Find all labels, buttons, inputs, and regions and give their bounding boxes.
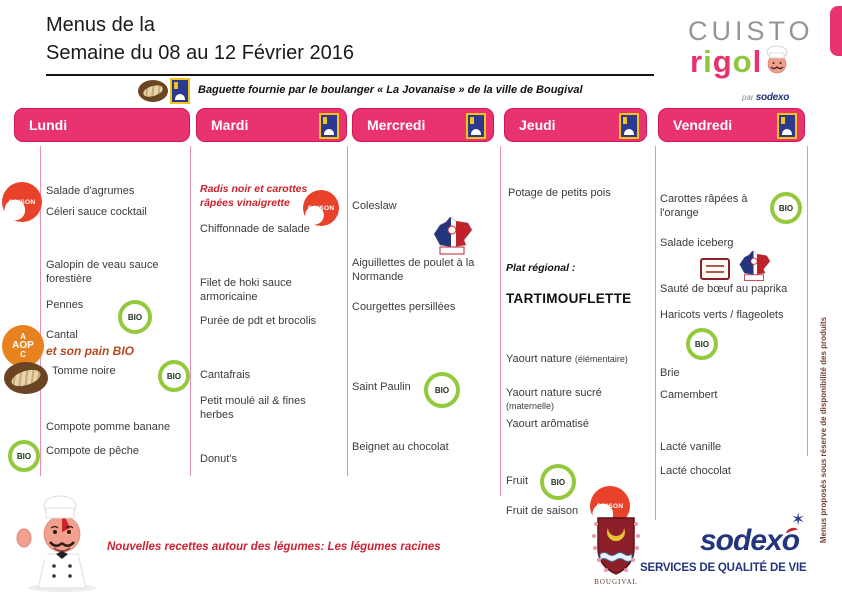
column-divider bbox=[655, 146, 656, 520]
menu-item: Compote de pêche bbox=[46, 445, 139, 457]
bio-badge-label: BIO bbox=[434, 385, 450, 395]
aoc-badge-line: A bbox=[20, 332, 26, 341]
title-underline bbox=[46, 74, 654, 76]
day-header-vendredi bbox=[658, 108, 805, 142]
day-header-mercredi bbox=[352, 108, 494, 142]
baker-pictogram-icon bbox=[319, 113, 339, 139]
saison-badge-icon bbox=[303, 190, 339, 226]
menu-item: Compote pomme banane bbox=[46, 421, 171, 433]
menu-item: Yaourt arômatisé bbox=[506, 418, 589, 430]
menu-item: Fruit bbox=[506, 475, 528, 487]
bio-badge-label: BIO bbox=[16, 451, 32, 461]
menu-item: Yaourt nature sucré bbox=[506, 387, 602, 399]
sodexo-star-icon: ✶ bbox=[791, 510, 806, 529]
baguette-note: Baguette fournie par le boulanger « La Jovanaise » de la ville de Bougival bbox=[198, 84, 583, 96]
menu-item-note: (élémentaire) bbox=[574, 354, 628, 364]
france-origin-icon bbox=[430, 216, 474, 261]
bio-badge-icon bbox=[424, 372, 460, 408]
bio-badge-label: BIO bbox=[166, 371, 182, 381]
day-label: Lundi bbox=[29, 117, 68, 133]
saison-badge-label: SAISON bbox=[596, 502, 624, 510]
bio-badge-icon bbox=[158, 360, 190, 392]
menu-item: Cantafrais bbox=[200, 369, 251, 381]
aoc-badge-icon bbox=[2, 325, 44, 367]
rigolo-letter: g bbox=[712, 44, 733, 79]
day-label: Mardi bbox=[211, 117, 249, 133]
menu-item: Galopin de veau sauce forestière bbox=[46, 259, 159, 286]
menu-item: Pennes bbox=[46, 299, 84, 311]
saison-badge-label: SAISON bbox=[8, 198, 36, 206]
logo-sodexo-small: sodexo bbox=[755, 92, 790, 103]
bread-icon bbox=[4, 362, 48, 394]
baker-pictogram-icon bbox=[777, 113, 797, 139]
bio-badge-icon bbox=[540, 464, 576, 500]
baker-pictogram-icon bbox=[466, 113, 486, 139]
menu-item: Salade d'agrumes bbox=[46, 185, 135, 197]
menu-item: Camembert bbox=[660, 389, 718, 401]
menu-item-label: Plat régional : bbox=[506, 262, 576, 274]
menu-item: Lacté chocolat bbox=[660, 465, 731, 477]
bio-badge-label: BIO bbox=[127, 312, 143, 322]
menu-item: Tomme noire bbox=[52, 365, 116, 377]
bread-icon bbox=[138, 80, 168, 102]
menu-item-text: Yaourt nature bbox=[506, 353, 572, 365]
day-header-jeudi bbox=[504, 108, 647, 142]
baker-pictogram-icon bbox=[170, 78, 190, 104]
menu-item: Salade iceberg bbox=[660, 237, 734, 249]
bio-badge-label: BIO bbox=[778, 203, 794, 213]
page-title-line2: Semaine du 08 au 12 Février 2016 bbox=[46, 42, 354, 64]
menu-item: Radis noir et carottes râpées vinaigrette bbox=[200, 183, 308, 209]
sodexo-logo: sodexo bbox=[700, 524, 800, 557]
menu-item: Fruit de saison bbox=[506, 505, 579, 517]
menu-item: Haricots verts / flageolets bbox=[660, 309, 784, 321]
menu-item: Beignet au chocolat bbox=[352, 441, 449, 453]
bougival-coat-of-arms bbox=[590, 514, 642, 583]
bio-badge-icon bbox=[8, 440, 40, 472]
menu-item bbox=[506, 352, 628, 366]
bio-badge-icon bbox=[118, 300, 152, 334]
baker-pictogram-icon bbox=[619, 113, 639, 139]
day-header-lundi bbox=[14, 108, 190, 142]
column-divider bbox=[347, 146, 348, 476]
aoc-badge-line: AOP bbox=[12, 340, 34, 351]
race-a-viande-label-icon bbox=[700, 258, 730, 280]
column-divider bbox=[500, 146, 501, 496]
menu-item: Filet de hoki sauce armoricaine bbox=[200, 277, 292, 304]
menu-item: Brie bbox=[660, 367, 680, 379]
page-title-line1: Menus de la bbox=[46, 14, 155, 36]
chef-mascot bbox=[10, 492, 110, 595]
chef-head-icon bbox=[762, 44, 792, 78]
new-recipes-note: Nouvelles recettes autour des légumes: Les légumes racines bbox=[107, 541, 441, 553]
sodexo-tagline: SERVICES DE QUALITÉ DE VIE bbox=[640, 562, 807, 574]
menu-item: Potage de petits pois bbox=[508, 187, 611, 199]
day-header-mardi bbox=[196, 108, 347, 142]
availability-disclaimer: Menus proposés sous réserve de disponibilité des produits bbox=[819, 316, 828, 544]
bio-badge-icon bbox=[770, 192, 802, 224]
rigolo-logo-text bbox=[690, 44, 792, 80]
day-label: Mercredi bbox=[367, 117, 426, 133]
bio-badge-label: BIO bbox=[694, 339, 710, 349]
rigolo-letter: i bbox=[703, 44, 713, 79]
logo-byline bbox=[742, 92, 789, 103]
bio-badge-label: BIO bbox=[550, 477, 566, 487]
saison-badge-icon bbox=[2, 182, 42, 222]
menu-item: Céleri sauce cocktail bbox=[46, 206, 147, 218]
cuisto-logo-text: CUISTO bbox=[688, 16, 814, 46]
menu-item: TARTIMOUFLETTE bbox=[506, 291, 632, 306]
menu-item: Aiguillettes de poulet à la Normande bbox=[352, 257, 475, 284]
menu-item: Cantal bbox=[46, 329, 78, 341]
column-divider bbox=[807, 146, 808, 456]
menu-item-note: et son pain BIO bbox=[46, 344, 135, 358]
menu-item: Petit moulé ail & fines herbes bbox=[200, 395, 306, 422]
day-label: Jeudi bbox=[519, 117, 556, 133]
menu-item: Lacté vanille bbox=[660, 441, 722, 453]
menu-item: Courgettes persillées bbox=[352, 301, 456, 313]
menu-item: Coleslaw bbox=[352, 200, 397, 212]
menu-item: Saint Paulin bbox=[352, 381, 411, 393]
bio-badge-icon bbox=[686, 328, 718, 360]
day-label: Vendredi bbox=[673, 117, 733, 133]
rigolo-letter: l bbox=[752, 44, 763, 79]
menu-item: Chiffonnade de salade bbox=[200, 223, 310, 235]
column-divider bbox=[190, 146, 191, 476]
menu-item: Carottes râpées à l'orange bbox=[660, 193, 748, 220]
menu-item: Sauté de bœuf au paprika bbox=[660, 283, 788, 295]
aoc-badge-line: C bbox=[20, 350, 26, 359]
pink-corner-tab bbox=[830, 6, 842, 56]
menu-item: Purée de pdt et brocolis bbox=[200, 315, 317, 327]
saison-badge-label: SAISON bbox=[307, 204, 335, 212]
menu-item-note: (maternelle) bbox=[506, 401, 555, 411]
rigolo-letter: o bbox=[732, 44, 753, 79]
city-name: BOUGIVAL bbox=[594, 578, 638, 586]
logo-par-word: par bbox=[742, 93, 754, 102]
menu-item: Donut's bbox=[200, 453, 237, 465]
rigolo-letter: r bbox=[690, 44, 704, 79]
